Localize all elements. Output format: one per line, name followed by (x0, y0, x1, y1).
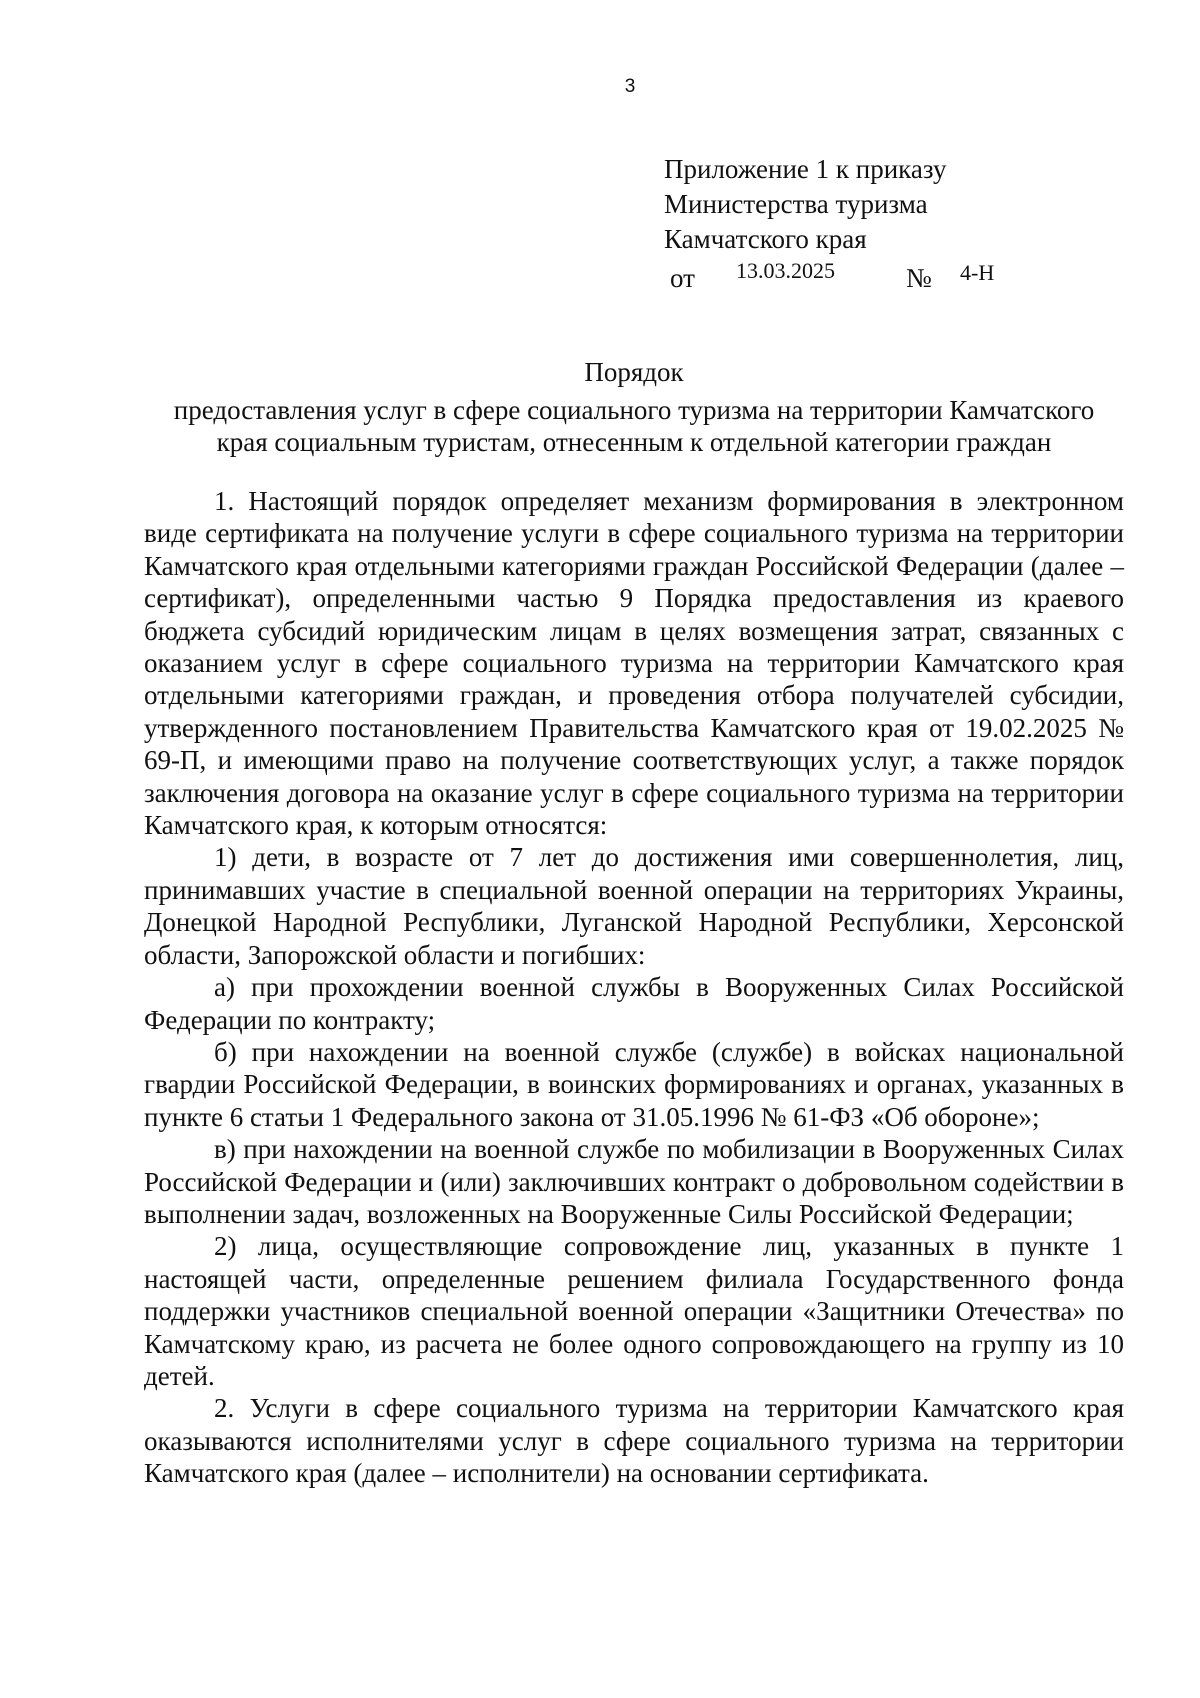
appendix-line-1: Приложение 1 к приказу (664, 154, 947, 184)
order-number-sign: № (906, 263, 932, 293)
title-subtitle-line-1: предоставления услуг в сфере социального туризма на территории Камчатского (173, 395, 1095, 425)
paragraph: б) при нахождении на военной службе (службе) в войсках национальной гвардии Российской Федерации, в воинских формированиях и органах, указанных в пункте 6 статьи 1 Федерального закона от 31.05.1996 № 61-ФЗ «Об обороне»; (144, 1036, 1124, 1132)
title-heading: Порядок (584, 357, 684, 387)
appendix-header (664, 152, 995, 293)
title-subtitle-line-2: края социальным туристам, отнесенным к отдельной категории граждан (216, 427, 1052, 457)
document-body (144, 485, 1124, 1490)
order-from-label: от (670, 263, 695, 293)
appendix-line-3: Камчатского края (664, 224, 867, 254)
paragraph: а) при прохождении военной службы в Вооруженных Силах Российской Федерации по контракту; (144, 972, 1124, 1035)
paragraph: 2. Услуги в сфере социального туризма на территории Камчатского края оказываются исполнителями услуг в сфере социального туризма на территории Камчатского края (далее – исполнители) на основании сертификата. (144, 1393, 1124, 1489)
paragraph: 1. Настоящий порядок определяет механизм формирования в электронном виде сертификата на получение услуги в сфере социального туризма на территории Камчатского края отдельными категориями граждан Российской Федерации (далее – сертификат), определенными частью 9 Порядка предоставления из краевого бюджета субсидий юридическим лицам в целях возмещения затрат, связанных с оказанием услуг в сфере социального туризма на территории Камчатского края отдельными категориями граждан, и проведения отбора получателей субсидии, утвержденного постановлением Правительства Камчатского края от 19.02.2025 № 69-П, и имеющими право на получение соответствующих услуг, а также порядок заключения договора на оказание услуг в сфере социального туризма на территории Камчатского края, к которым относятся: (144, 486, 1124, 841)
page-number: 3 (624, 76, 636, 97)
order-number: 4-Н (960, 260, 995, 285)
document-title (144, 356, 1124, 458)
order-reference (664, 257, 995, 293)
paragraph: в) при нахождении на военной службе по мобилизации в Вооруженных Силах Российской Федерации и (или) заключивших контракт о добровольном содействии в выполнении задач, возложенных на Вооруженные Силы Российской Федерации; (144, 1134, 1124, 1229)
order-date: 13.03.2025 (736, 258, 835, 283)
paragraph: 2) лица, осуществляющие сопровождение лиц, указанных в пункте 1 настоящей части, определенные решением филиала Государственного фонда поддержки участников специальной военной операции «Защитники Отечества» по Камчатскому краю, из расчета не более одного сопровождающего на группу из 10 детей. (144, 1231, 1124, 1391)
paragraph: 1) дети, в возрасте от 7 лет до достижения ими совершеннолетия, лиц, принимавших участие в специальной военной операции на территориях Украины, Донецкой Народной Республики, Луганской Народной Республики, Херсонской области, Запорожской области и погибших: (144, 842, 1124, 970)
appendix-line-2: Министерства туризма (664, 189, 928, 219)
